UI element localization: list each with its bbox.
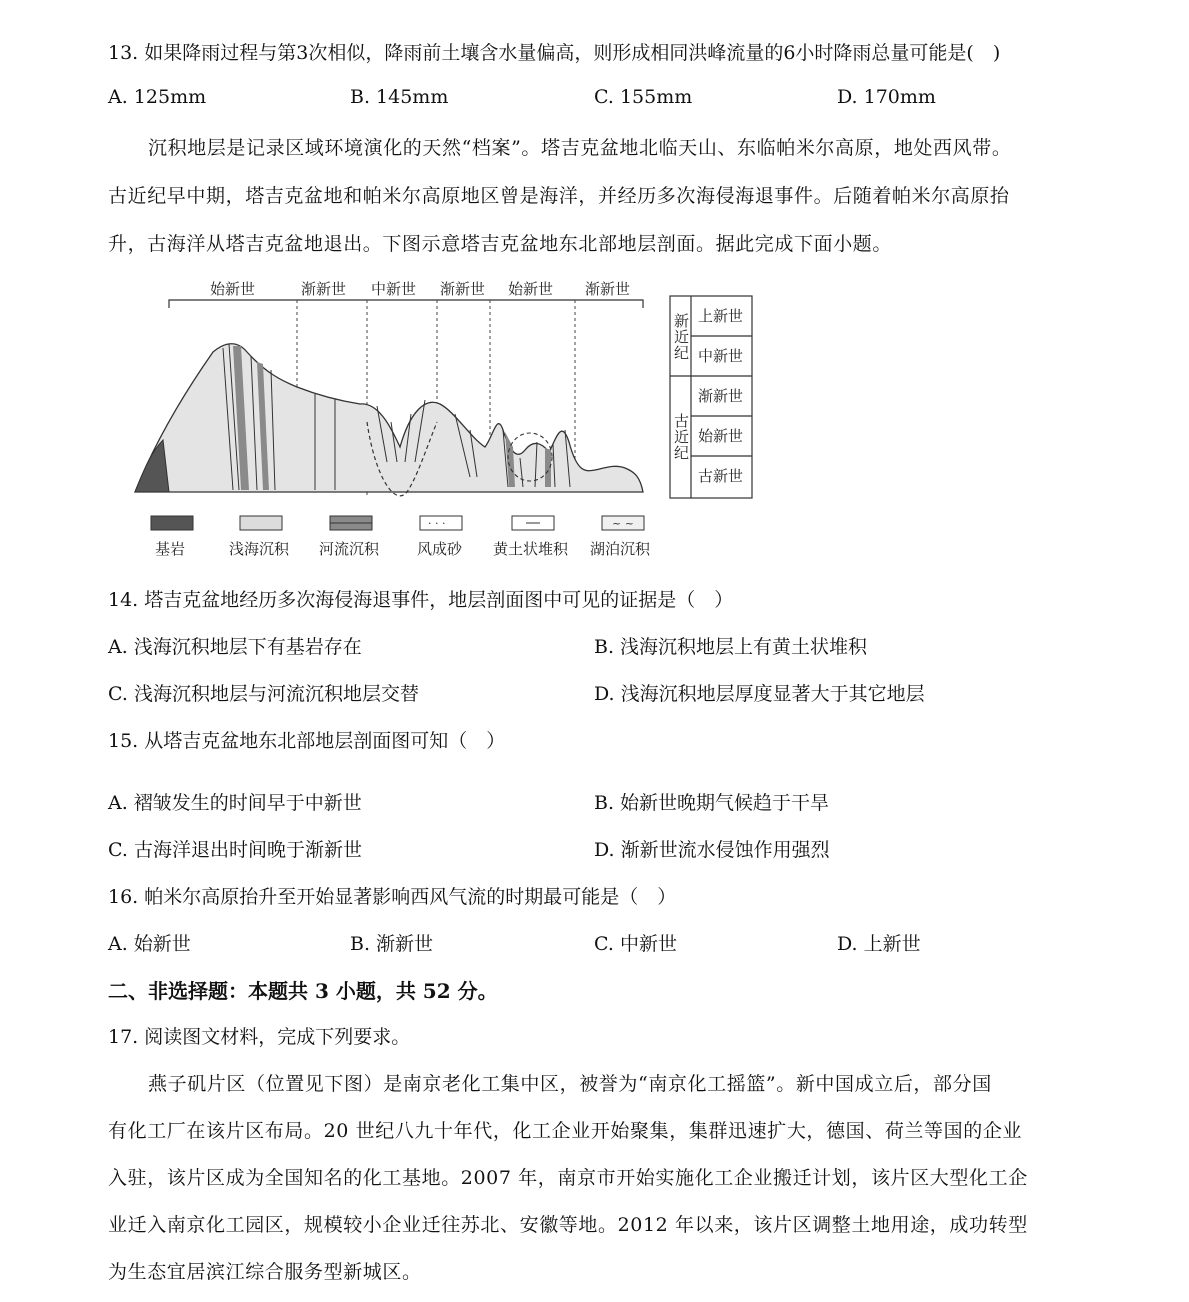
- q17-line-1: 燕子矶片区（位置见下图）是南京老化工集中区，被誉为“南京化工摇篮”。新中国成立后，部分国: [148, 1073, 992, 1095]
- q14-option-c: C. 浅海沉积地层与河流沉积地层交替: [108, 683, 419, 705]
- legend-label-loess: 黄土状堆积: [493, 540, 569, 558]
- q16-option-d: D. 上新世: [837, 933, 921, 955]
- q16-stem: 16. 帕米尔高原抬升至开始显著影响西风气流的时期最可能是（ ）: [108, 886, 677, 908]
- legend: [151, 516, 651, 558]
- table-epoch-paleocene: 古新世: [698, 467, 744, 485]
- section2-heading: 二、非选择题：本题共 3 小题，共 52 分。: [108, 979, 498, 1003]
- legend-label-shallow-sea: 浅海沉积: [229, 540, 290, 558]
- q13-option-d: D. 170mm: [837, 86, 936, 108]
- q15-option-d: D. 渐新世流水侵蚀作用强烈: [594, 839, 830, 861]
- q17-line-5: 为生态宜居滨江综合服务型新城区。: [108, 1261, 422, 1283]
- legend-label-lake: 湖泊沉积: [590, 540, 651, 558]
- period-neogene-3: 纪: [674, 344, 690, 362]
- legend-swatch-bedrock: [151, 516, 193, 530]
- table-epoch-pliocene: 上新世: [698, 307, 744, 325]
- q14-option-a: A. 浅海沉积地层下有基岩存在: [108, 636, 362, 658]
- passage1-line-3: 升，古海洋从塔吉克盆地退出。下图示意塔吉克盆地东北部地层剖面。据此完成下面小题。: [108, 233, 893, 255]
- legend-label-river: 河流沉积: [319, 540, 380, 558]
- q17-line-3: 入驻，该片区成为全国知名的化工基地。2007 年，南京市开始实施化工企业搬迁计划，该片区大型化工企: [108, 1167, 1028, 1189]
- period-neogene-2: 近: [674, 328, 690, 346]
- q16-options: [108, 929, 1008, 953]
- epoch-label-oligocene-3: 渐新世: [585, 280, 631, 298]
- q13-stem: 13. 如果降雨过程与第3次相似，降雨前土壤含水量偏高，则形成相同洪峰流量的6小时降雨总量可能是( ): [108, 42, 1001, 64]
- q14-stem: 14. 塔吉克盆地经历多次海侵海退事件，地层剖面图中可见的证据是（ ）: [108, 589, 734, 611]
- q16-option-c: C. 中新世: [594, 933, 677, 955]
- passage1-line-1: 沉积地层是记录区域环境演化的天然“档案”。塔吉克盆地北临天山、东临帕米尔高原，地处西风带。: [148, 137, 1012, 159]
- period-neogene-1: 新: [674, 312, 690, 330]
- epoch-label-oligocene-1: 渐新世: [301, 280, 347, 298]
- svg-text:~ ~: ~ ~: [612, 517, 634, 530]
- q14-option-d: D. 浅海沉积地层厚度显著大于其它地层: [594, 683, 925, 705]
- period-paleogene-1: 古: [674, 412, 690, 430]
- table-epoch-miocene: 中新世: [698, 347, 744, 365]
- q15-option-c: C. 古海洋退出时间晚于渐新世: [108, 839, 362, 861]
- q13-option-b: B. 145mm: [350, 86, 449, 108]
- epoch-label-miocene: 中新世: [371, 280, 417, 298]
- q17-line-2: 有化工厂在该片区布局。20 世纪八九十年代，化工企业开始聚集，集群迅速扩大，德国、荷兰等国的企业: [108, 1120, 1023, 1142]
- legend-swatch-shallow-sea: [240, 516, 282, 530]
- svg-text:· · ·: · · ·: [428, 517, 446, 530]
- q13-options: [108, 86, 1008, 110]
- period-paleogene-3: 纪: [674, 444, 690, 462]
- q15-option-b: B. 始新世晚期气候趋于干旱: [594, 792, 830, 814]
- bedrock-layer: [135, 440, 169, 492]
- q15-stem: 15. 从塔吉克盆地东北部地层剖面图可知（ ）: [108, 730, 506, 752]
- q16-option-b: B. 渐新世: [350, 933, 434, 955]
- q15-option-a: A. 褶皱发生的时间早于中新世: [108, 792, 362, 814]
- q16-option-a: A. 始新世: [108, 933, 191, 955]
- passage1-line-2: 古近纪早中期，塔吉克盆地和帕米尔高原地区曾是海洋，并经历多次海侵海退事件。后随着帕米尔高原抬: [108, 185, 1010, 207]
- table-epoch-eocene: 始新世: [698, 427, 744, 445]
- period-paleogene-2: 近: [674, 428, 690, 446]
- q17-line-4: 业迁入南京化工园区，规模较小企业迁往苏北、安徽等地。2012 年以来，该片区调整土地用途，成功转型: [108, 1214, 1028, 1236]
- q17-stem: 17. 阅读图文材料，完成下列要求。: [108, 1026, 411, 1048]
- q13-option-c: C. 155mm: [594, 86, 693, 108]
- epoch-label-eocene-2: 始新世: [508, 280, 554, 298]
- q14-option-b: B. 浅海沉积地层上有黄土状堆积: [594, 636, 868, 658]
- epoch-bracket: [169, 300, 643, 308]
- epoch-label-oligocene-2: 渐新世: [440, 280, 486, 298]
- strata-figure: [125, 272, 765, 567]
- terrain-profile: [135, 344, 643, 492]
- table-epoch-oligocene: 渐新世: [698, 387, 744, 405]
- legend-label-bedrock: 基岩: [155, 540, 186, 558]
- epoch-label-eocene-1: 始新世: [210, 280, 256, 298]
- q13-option-a: A. 125mm: [108, 86, 207, 108]
- legend-label-aeolian-sand: 风成砂: [417, 540, 463, 558]
